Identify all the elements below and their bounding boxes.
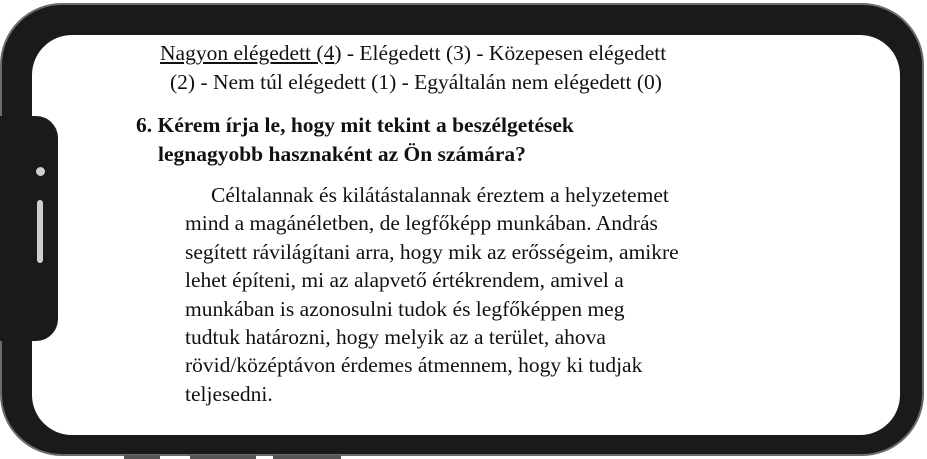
question-line-1: 6. Kérem írja le, hogy mit tekint a beszélgetések (136, 113, 574, 137)
rating-scale-selected: Nagyon elégedett (4 (160, 41, 335, 65)
phone-bezel (0, 3, 924, 456)
bottom-edge-marks (0, 455, 927, 459)
answer-line: rövid/középtávon érdemes átmennem, hogy ki tudjak (185, 353, 643, 378)
answer-line: segített rávilágítani arra, hogy mik az erősségeim, amikre (185, 239, 679, 264)
rating-scale-rest: ) - Elégedett (3) - Közepesen elégedett (334, 41, 667, 65)
side-notch (0, 116, 58, 341)
rating-scale-line-2: (2) - Nem túl elégedett (1) - Egyáltalán nem elégedett (0) (170, 70, 662, 94)
bottom-mark (124, 455, 160, 459)
phone-screen[interactable] (32, 35, 900, 435)
answer-line: munkában is azonosulni tudok és legfőképpen meg (185, 296, 625, 321)
bottom-mark (190, 455, 256, 459)
answer-line: lehet építeni, mi az alapvető értékrendem, amivel a (185, 268, 624, 293)
rating-scale-line-1 (160, 39, 900, 68)
speaker-slit-icon (37, 200, 43, 263)
answer-line: Céltalannak és kilátástalannak éreztem a helyzetemet (211, 183, 669, 207)
answer-line: teljesedni. (185, 381, 273, 406)
answer-line: tudtuk határozni, hogy melyik az a terület, ahova (185, 325, 606, 350)
question-line-2: legnagyobb hasznaként az Ön számára? (158, 142, 526, 166)
answer-paragraph (185, 181, 875, 408)
bottom-mark (273, 455, 341, 459)
document-content (32, 35, 900, 435)
answer-line: mind a magánéletben, de legfőképp munkában. András (185, 211, 658, 236)
camera-dot-icon (36, 167, 45, 176)
question-6 (136, 111, 836, 169)
